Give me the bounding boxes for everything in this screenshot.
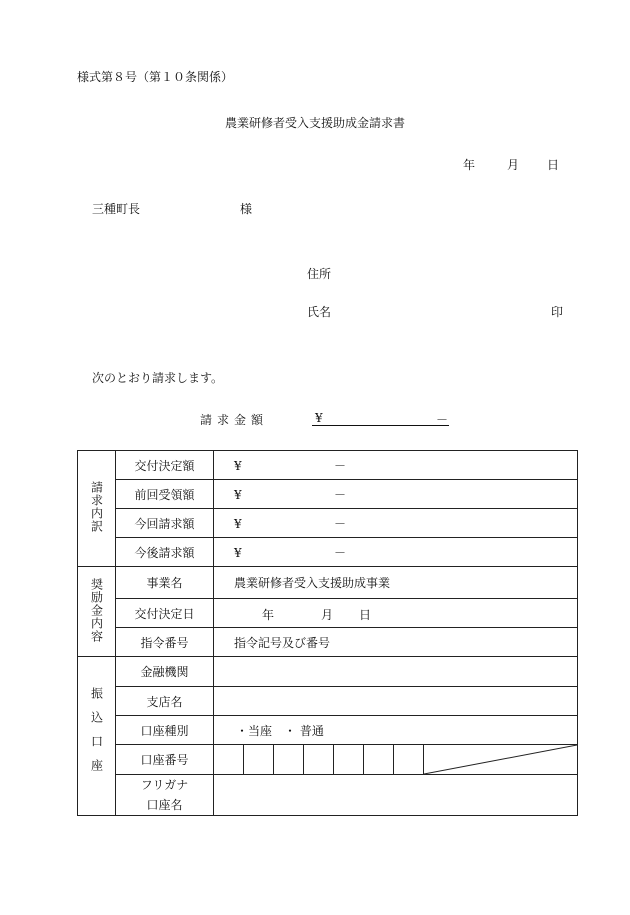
yen-sign: ¥ [234,458,242,473]
seal-mark: 印 [551,305,564,319]
digit-box[interactable] [304,745,334,774]
document-title: 農業研修者受入支援助成金請求書 [224,116,405,130]
transfer-account-label: 振込口座 [89,686,104,783]
row-label: 交付決定額 [116,451,214,480]
digit-box[interactable] [214,745,244,774]
form-number: 様式第８号（第１０条関係） [77,70,234,84]
furigana-text: フリガナ [140,778,189,792]
digit-box[interactable] [364,745,394,774]
table-row [78,745,578,775]
account-number-label: 口座番号 [116,745,214,775]
account-type-options[interactable]: ・当座 ・ 普通 [214,716,578,745]
branch-label: 支店名 [116,687,214,716]
account-name-field[interactable] [214,775,578,816]
dash-mark: － [334,458,347,473]
row-label: 今回請求額 [116,509,214,538]
yen-sign: ¥ [234,516,242,531]
incentive-group-label: 奨励金内容 [89,577,104,643]
account-name-text: 口座名 [146,798,183,812]
table-row [78,538,578,567]
directive-number-label: 指令番号 [116,628,214,657]
decision-day-label: 日 [359,608,372,622]
incentive-group [78,567,116,657]
addressee-suffix: 様 [240,202,253,216]
date-year-label: 年 [463,158,476,172]
bank-field[interactable] [214,657,578,687]
future-claim-amount[interactable] [214,538,578,567]
digit-box[interactable] [274,745,304,774]
decision-date-label: 交付決定日 [116,599,214,628]
account-type-label: 口座種別 [116,716,214,745]
bank-label: 金融機関 [116,657,214,687]
digit-box[interactable] [334,745,364,774]
claim-amount-label: 請求金額 [200,413,269,427]
table-row [78,567,578,599]
previous-received-amount[interactable] [214,480,578,509]
project-name-label: 事業名 [116,567,214,599]
table-row [78,716,578,745]
row-label: 前回受領額 [116,480,214,509]
table-row [78,775,578,796]
branch-field[interactable] [214,687,578,716]
transfer-account-group [78,657,116,816]
dash-mark: － [334,516,347,531]
table-row [78,451,578,480]
current-claim-amount[interactable] [214,509,578,538]
table-row [78,509,578,538]
claim-amount-underline [312,425,449,426]
table-row [78,687,578,716]
account-name-label [116,795,214,816]
row-label: 今後請求額 [116,538,214,567]
claim-form-table [77,450,578,816]
date-day-label: 日 [547,158,560,172]
furigana-label [116,775,214,796]
yen-sign: ¥ [234,487,242,502]
project-name-value: 農業研修者受入支援助成事業 [214,567,578,599]
table-row [78,480,578,509]
decision-month-label: 月 [321,608,334,622]
directive-number-value: 指令記号及び番号 [214,628,578,657]
decision-date-field[interactable] [214,599,578,628]
decision-year-label: 年 [262,608,275,622]
dash-mark: － [334,545,347,560]
claim-amount-dash: － [436,413,449,427]
intro-text: 次のとおり請求します。 [92,371,224,385]
table-row [78,657,578,687]
account-number-field[interactable] [214,745,578,775]
name-label: 氏名 [307,305,332,319]
yen-sign: ¥ [234,545,242,560]
address-label: 住所 [307,267,332,281]
claim-breakdown-group [78,451,116,567]
diagonal-strike [424,745,577,774]
claim-breakdown-label: 請求内訳 [89,481,104,533]
table-row [78,599,578,628]
digit-box[interactable] [244,745,274,774]
dash-mark: － [334,487,347,502]
grant-decision-amount[interactable] [214,451,578,480]
claim-amount-yen: ¥ [315,411,323,425]
digit-box[interactable] [394,745,424,774]
addressee: 三種町長 [92,202,141,216]
date-month-label: 月 [507,158,520,172]
table-row [78,628,578,657]
